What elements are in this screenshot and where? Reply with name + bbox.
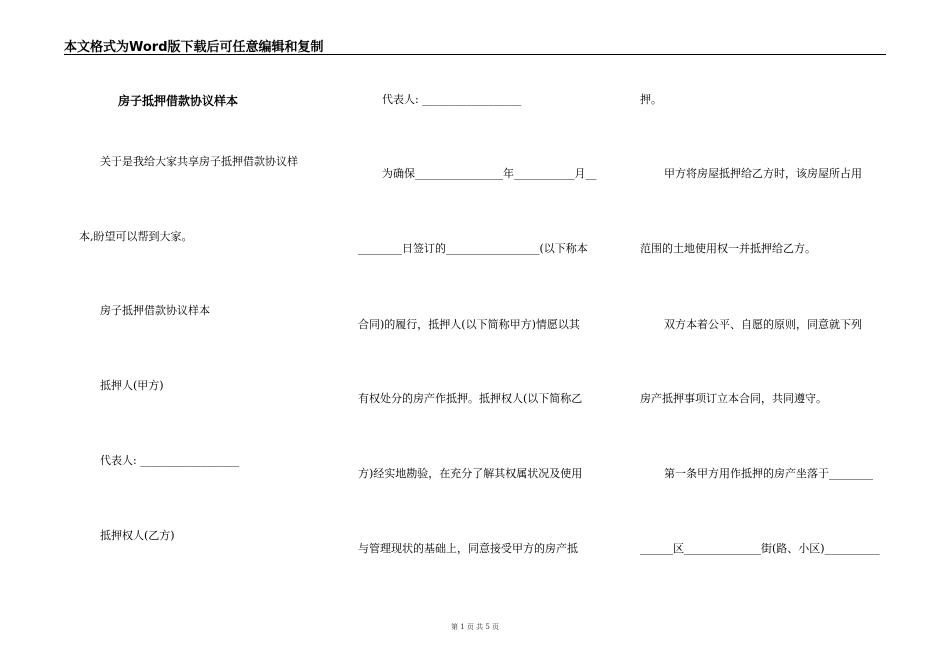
paragraph-line: 押。: [640, 93, 662, 106]
paragraph-line: 代表人: __________________: [382, 93, 522, 106]
paragraph-line: 有权处分的房产作抵押。抵押权人(以下简称乙: [358, 392, 583, 405]
paragraph-line: 甲方将房屋抵押给乙方时，该房屋所占用: [664, 167, 862, 180]
document-title: 房子抵押借款协议样本: [118, 94, 239, 108]
paragraph-line: 本,盼望可以帮到大家。: [79, 230, 193, 243]
paragraph-line: 第一条甲方用作抵押的房产坐落于________: [664, 467, 873, 480]
paragraph-line: 关于是我给大家共享房子抵押借款协议样: [100, 155, 298, 168]
page-number: 第 1 页 共 5 页: [450, 623, 500, 631]
paragraph-line: ________日签订的_________________(以下称本: [358, 242, 588, 255]
paragraph-line: 代表人: __________________: [100, 454, 240, 467]
paragraph-line: ______区______________街(路、小区)__________: [640, 542, 880, 555]
paragraph-line: 抵押权人(乙方): [100, 529, 175, 542]
paragraph-line: 与管理现状的基础上，同意接受甲方的房产抵: [358, 542, 578, 555]
paragraph-line: 方)经实地勘验，在充分了解其权属状况及使用: [358, 467, 583, 480]
page-header: [64, 34, 886, 55]
paragraph-line: 为确保________________年___________月__: [382, 167, 597, 180]
header-text: 本文格式为Word版下载后可任意编辑和复制: [64, 40, 324, 55]
paragraph-line: 抵押人(甲方): [100, 379, 164, 392]
paragraph-line: 房产抵押事项订立本合同，共同遵守。: [640, 392, 827, 405]
paragraph-line: 双方本着公平、自愿的原则，同意就下列: [664, 318, 862, 331]
paragraph-line: 范围的土地使用权一并抵押给乙方。: [640, 242, 816, 255]
paragraph-line: 合同)的履行，抵押人(以下简称甲方)情愿以其: [358, 318, 580, 331]
paragraph-line: 房子抵押借款协议样本: [100, 304, 210, 317]
